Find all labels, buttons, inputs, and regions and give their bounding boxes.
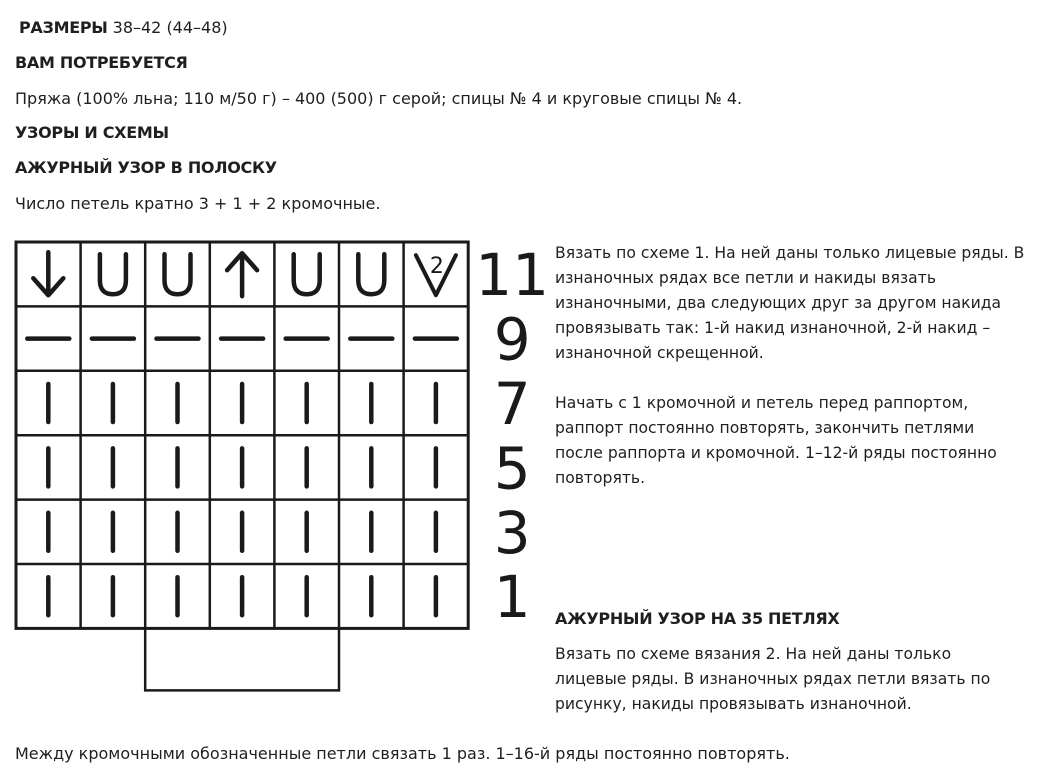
stripe-pattern-heading: АЖУРНЫЙ УЗОР В ПОЛОСКУ bbox=[15, 158, 277, 177]
openwork-line: рисунку, накиды провязывать изнаночной. bbox=[555, 695, 912, 713]
instruction-line: изнаночными, два следующих друг за другом накида bbox=[555, 294, 1002, 312]
instruction-line: Начать с 1 кромочной и петель перед раппортом, bbox=[555, 394, 969, 412]
row-number-label: 9 bbox=[493, 305, 531, 374]
instruction-line: изнаночной скрещенной. bbox=[555, 344, 764, 362]
patterns-heading: УЗОРЫ И СХЕМЫ bbox=[15, 123, 169, 142]
sizes-value: 38–42 (44–48) bbox=[107, 18, 228, 37]
openwork-line: лицевые ряды. В изнаночных рядах петли вязать по bbox=[555, 670, 991, 688]
sizes-label: РАЗМЕРЫ bbox=[19, 18, 108, 37]
row-number-label: 3 bbox=[493, 498, 531, 567]
instruction-line: раппорт постоянно повторять, закончить петлями bbox=[555, 419, 975, 437]
openwork-line: Вязать по схеме вязания 2. На ней даны только bbox=[555, 645, 952, 663]
instruction-line: повторять. bbox=[555, 469, 646, 487]
row-number-label: 5 bbox=[493, 434, 531, 503]
row-number-label: 7 bbox=[493, 370, 531, 438]
stripe-instructions-p1 bbox=[555, 241, 1024, 366]
materials-text: Пряжа (100% льна; 110 м/50 г) – 400 (500) г серой; спицы № 4 и круговые спицы № 4. bbox=[15, 89, 743, 108]
instruction-line: провязывать так: 1-й накид изнаночной, 2-й накид – bbox=[555, 319, 991, 337]
decrease-count-label: 2 bbox=[429, 254, 444, 280]
stripe-instructions-p2 bbox=[555, 391, 997, 491]
materials-heading: ВАМ ПОТРЕБУЕТСЯ bbox=[15, 53, 188, 72]
stitch-count-text: Число петель кратно 3 + 1 + 2 кромочные. bbox=[15, 194, 381, 213]
sizes-line bbox=[19, 15, 228, 40]
openwork-35-heading: АЖУРНЫЙ УЗОР НА 35 ПЕТЛЯХ bbox=[555, 609, 840, 628]
instruction-line: Вязать по схеме 1. На ней даны только лицевые ряды. В bbox=[555, 244, 1025, 262]
row-number-label: 11 bbox=[475, 241, 550, 310]
instruction-line: после раппорта и кромочной. 1–12-й ряды постоянно bbox=[555, 444, 997, 462]
footer-text: Между кромочными обозначенные петли связать 1 раз. 1–16-й ряды постоянно повторять. bbox=[15, 744, 790, 763]
instruction-line: изнаночных рядах все петли и накиды вязать bbox=[555, 269, 937, 287]
row-number-label: 1 bbox=[493, 563, 531, 632]
openwork-35-text bbox=[555, 642, 990, 717]
knitting-chart-1 bbox=[14, 240, 550, 692]
